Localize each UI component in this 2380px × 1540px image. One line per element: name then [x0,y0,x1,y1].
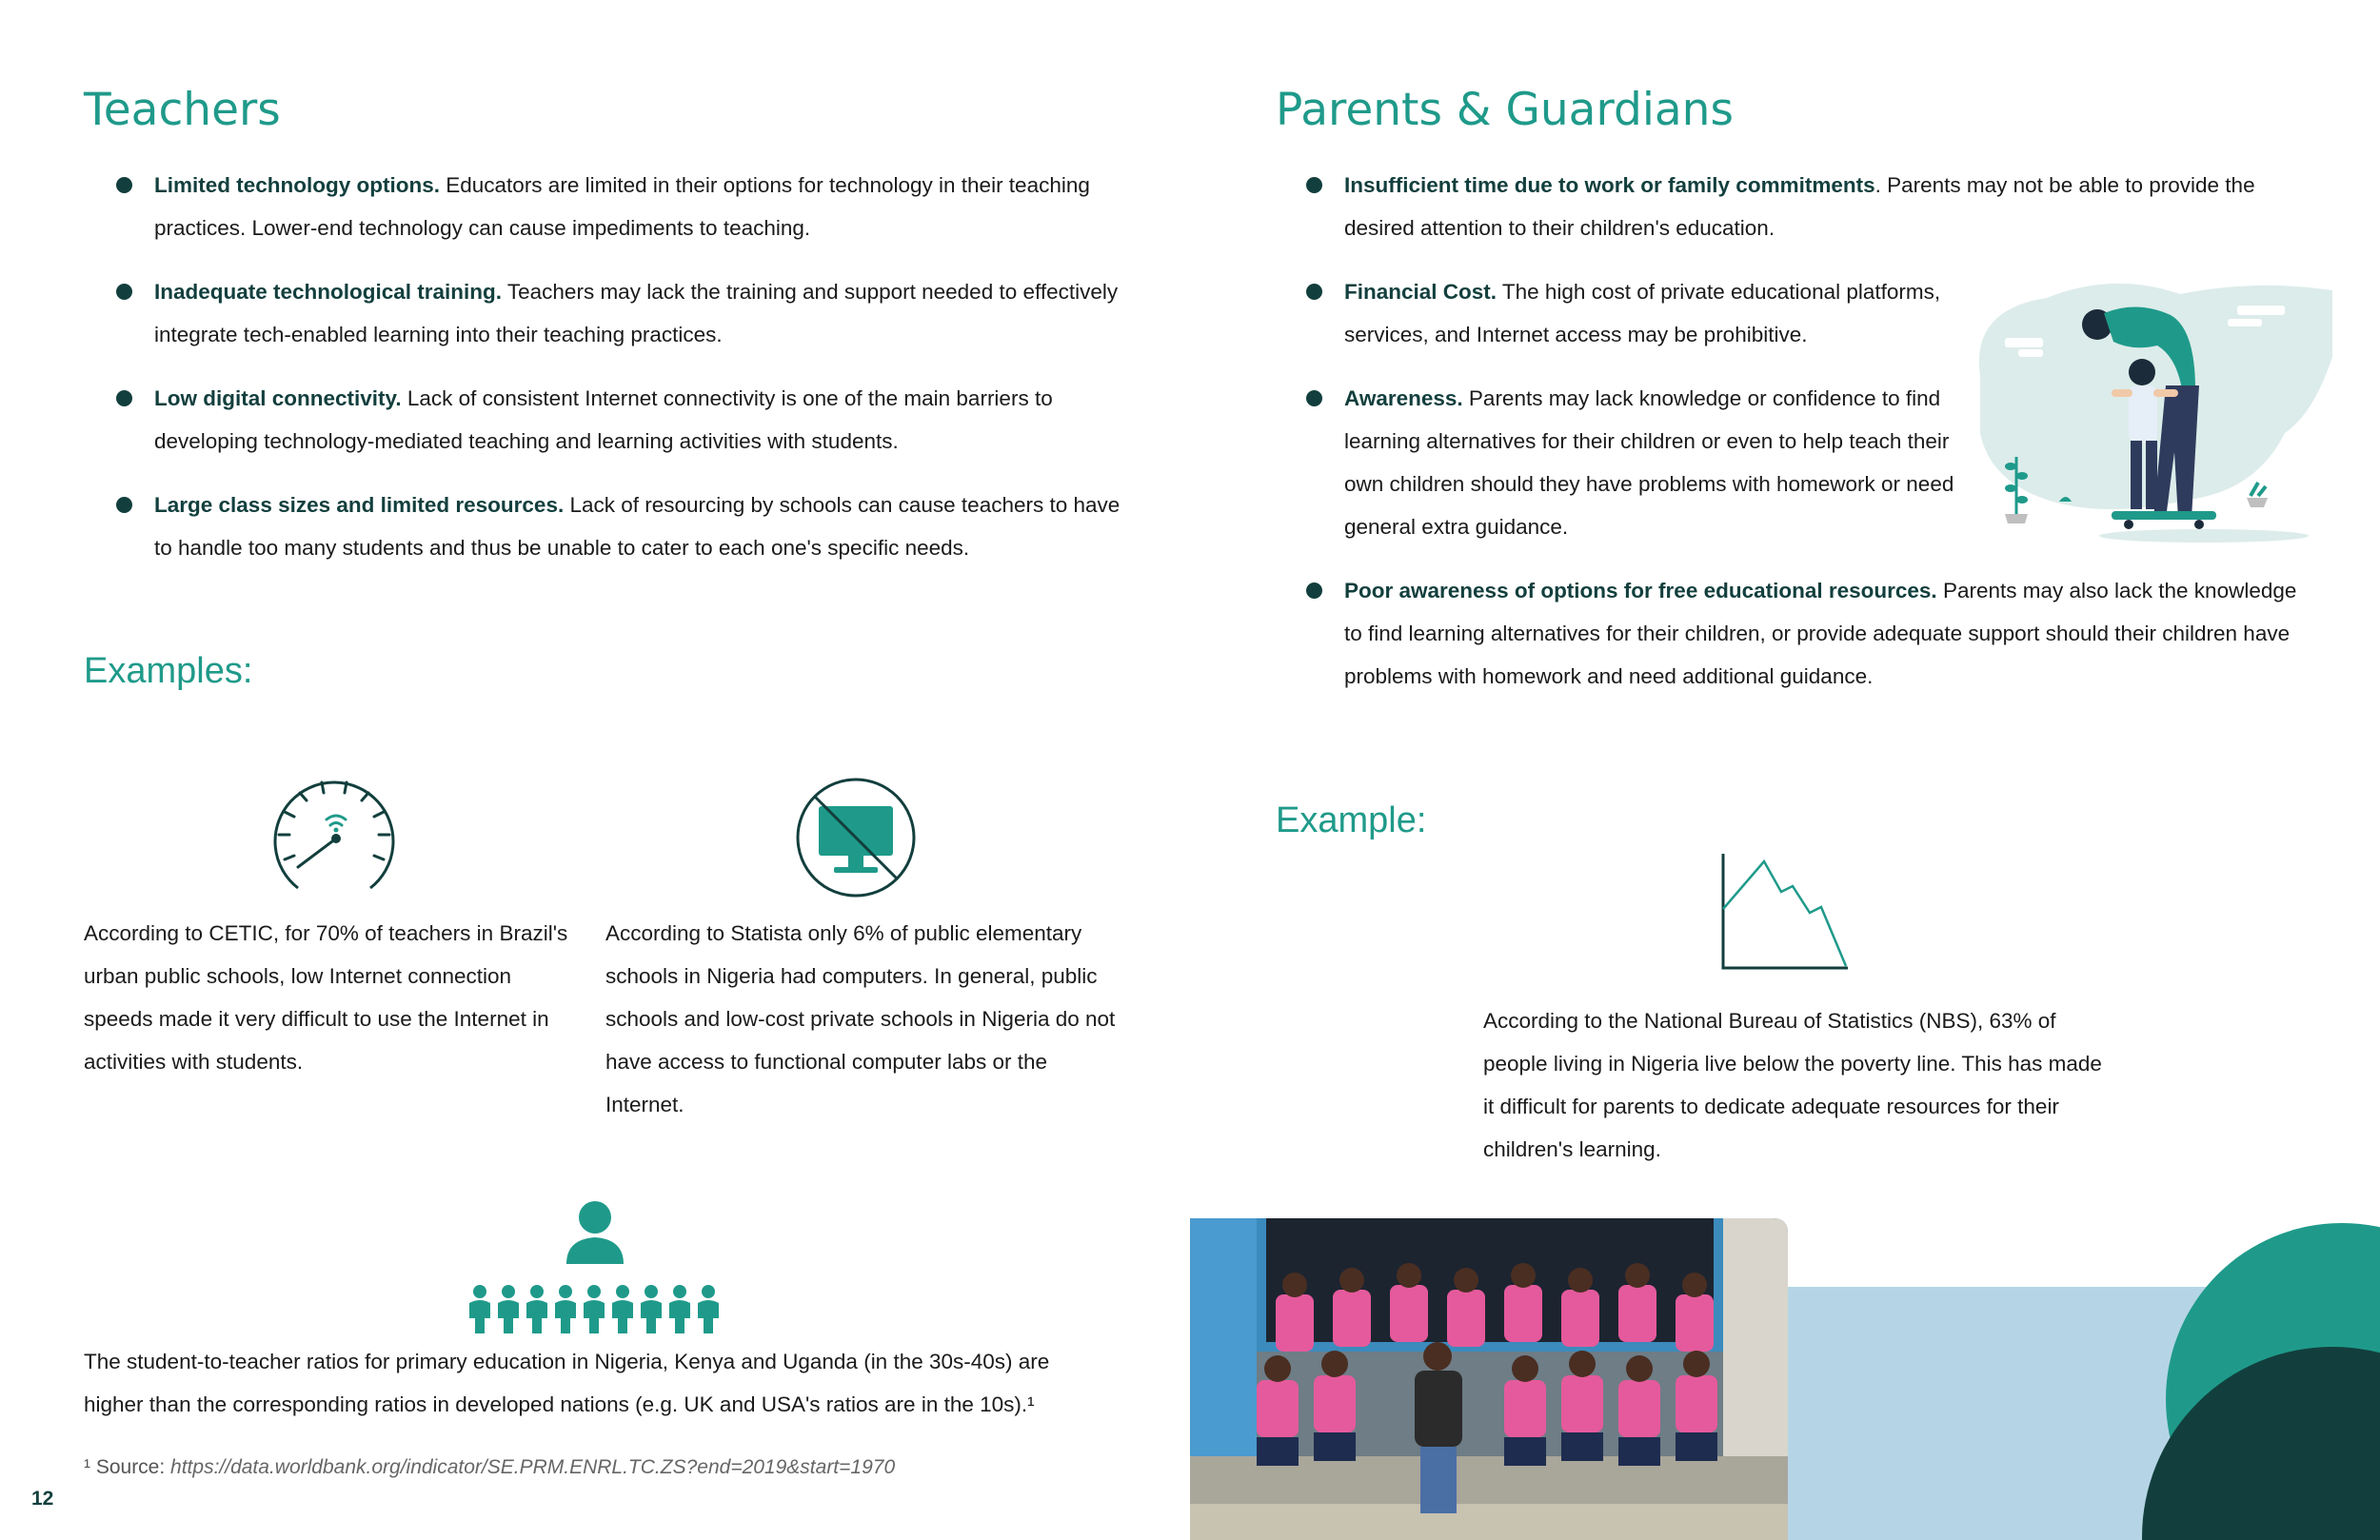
school-children-group-photo [1190,1218,1788,1540]
example-cetic-text: According to CETIC, for 70% of teachers in Brazil's urban public schools, low Internet connection speeds made it very difficult to use the Internet in activities with students. [84,921,568,1074]
example-nbs-text: According to the National Bureau of Statistics (NBS), 63% of people living in Nigeria live below the poverty line. This has made it difficult for parents to dedicate adequate resources for their children's learning. [1483,1009,2102,1161]
list-item: Awareness. Parents may lack knowledge or confidence to find learning alternatives for their children or even to help teach their own children should they have problems with homework or need general extra guidance. [1306,377,1973,548]
example-heading: Example: [1276,800,1427,840]
page-title-parents: Parents & Guardians [1276,84,1734,136]
bullet-dot [1306,177,1322,193]
example-ratio-text: The student-to-teacher ratios for primary education in Nigeria, Kenya and Uganda (in the 30s-40s) are higher than the corresponding ratios in developed nations (e.g. UK and USA's ratios are in the 10s).¹ [84,1350,1050,1416]
list-item: Insufficient time due to work or family commitments. Parents may not be able to provide the desired attention to their children's education. [1306,164,2315,249]
list-item: Inadequate technological training. Teachers may lack the training and support needed to effectively integrate tech-enabled learning into their teaching practices. [116,270,1125,356]
bullet-dot [116,177,132,193]
bullet-dot [116,390,132,406]
bullet-dot [116,284,132,300]
no-computer-icon [794,776,918,899]
teacher-students-icon [465,1199,724,1334]
page-number-right: 13 [2323,1488,2346,1510]
bullet-dot [116,497,132,513]
list-item: Financial Cost. The high cost of private educational platforms, services, and Internet access may be prohibitive. [1306,270,1992,356]
page-title-teachers: Teachers [84,84,281,136]
list-item: Low digital connectivity. Lack of consistent Internet connectivity is one of the main barriers to developing technology-mediated teaching and learning activities with students. [116,377,1125,463]
declining-chart-icon [1718,852,1852,971]
footnote-link[interactable]: https://data.worldbank.org/indicator/SE.PRM.ENRL.TC.ZS?end=2019&start=1970 [170,1456,896,1478]
bullet-dot [1306,390,1322,406]
list-item: Large class sizes and limited resources. Lack of resourcing by schools can cause teachers to have to handle too many students and thus be unable to cater to each one's specific needs. [116,484,1125,569]
bullet-dot [1306,582,1322,599]
examples-heading: Examples: [84,651,253,691]
list-item: Poor awareness of options for free educational resources. Parents may also lack the knowledge to find learning alternatives for their children, or provide adequate support should their children have problems with homework and need additional guidance. [1306,569,2315,698]
teachers-bullet-list [116,164,1125,590]
bullet-dot [1306,284,1322,300]
list-item: Limited technology options. Educators are limited in their options for technology in their teaching practices. Lower-end technology can cause impediments to teaching. [116,164,1125,249]
parent-child-skateboard-illustration [1971,271,2342,547]
footnote: ¹ Source: https://data.worldbank.org/indicator/SE.PRM.ENRL.TC.ZS?end=2019&start=1970 [84,1456,896,1478]
parents-bullet-list-bottom [1306,569,2315,719]
example-statista-text: According to Statista only 6% of public elementary schools in Nigeria had computers. In general, public schools and low-cost private schools in Nigeria do not have access to functional computer labs or the Internet. [605,921,1116,1116]
speedometer-wifi-icon [271,776,397,901]
page-number-left: 12 [31,1488,54,1510]
